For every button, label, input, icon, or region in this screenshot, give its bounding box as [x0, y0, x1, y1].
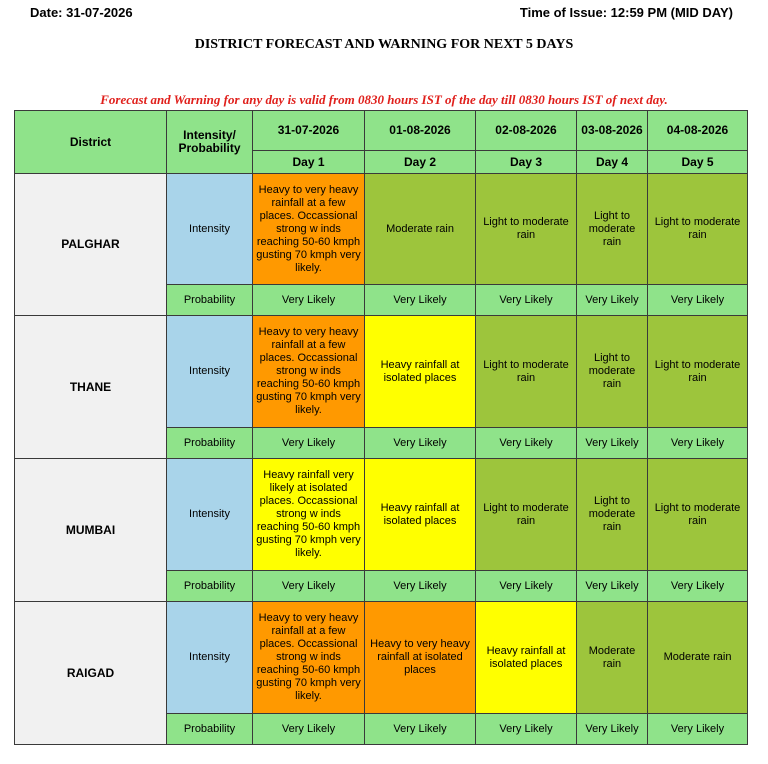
- probability-cell: Very Likely: [253, 714, 365, 745]
- district-name: RAIGAD: [15, 602, 167, 745]
- intensity-row: [15, 459, 748, 571]
- forecast-cell: Heavy rainfall at isolated places: [365, 316, 476, 428]
- forecast-cell: Heavy rainfall at isolated places: [365, 459, 476, 571]
- district-column-header: District: [15, 111, 167, 174]
- intensity-row: [15, 602, 748, 714]
- time-of-issue: Time of Issue: 12:59 PM (MID DAY): [519, 5, 733, 20]
- district-name: MUMBAI: [15, 459, 167, 602]
- probability-cell: Very Likely: [648, 428, 748, 459]
- forecast-cell: Heavy rainfall at isolated places: [476, 602, 577, 714]
- date-header-row: [15, 111, 748, 151]
- day-header: Day 2: [365, 151, 476, 174]
- intensity-label: Intensity: [167, 316, 253, 428]
- forecast-cell: Heavy rainfall very likely at isolated places. Occassional strong w inds reaching 50-60 kmph gusting 70 kmph very likely.: [253, 459, 365, 571]
- probability-cell: Very Likely: [476, 714, 577, 745]
- date-header: 01-08-2026: [365, 111, 476, 151]
- forecast-cell: Light to moderate rain: [577, 459, 648, 571]
- forecast-cell: Light to moderate rain: [577, 316, 648, 428]
- day-header: Day 4: [577, 151, 648, 174]
- issue-date: Date: 31-07-2026: [30, 5, 133, 20]
- forecast-cell: Moderate rain: [577, 602, 648, 714]
- probability-cell: Very Likely: [577, 428, 648, 459]
- intensity-row: [15, 174, 748, 285]
- validity-note: Forecast and Warning for any day is valid from 0830 hours IST of the day till 0830 hours IST of next day.: [100, 92, 668, 107]
- forecast-cell: Light to moderate rain: [476, 316, 577, 428]
- probability-cell: Very Likely: [648, 571, 748, 602]
- forecast-cell: Heavy to very heavy rainfall at a few places. Occassional strong w inds reaching 50-60 kmph gusting 70 kmph very likely.: [253, 174, 365, 285]
- date-header: 04-08-2026: [648, 111, 748, 151]
- intensity-label: Intensity: [167, 459, 253, 571]
- probability-cell: Very Likely: [476, 428, 577, 459]
- probability-label: Probability: [167, 714, 253, 745]
- forecast-cell: Light to moderate rain: [648, 174, 748, 285]
- probability-cell: Very Likely: [577, 571, 648, 602]
- probability-cell: Very Likely: [365, 428, 476, 459]
- district-name: THANE: [15, 316, 167, 459]
- day-header: Day 5: [648, 151, 748, 174]
- forecast-cell: Moderate rain: [365, 174, 476, 285]
- forecast-cell: Heavy to very heavy rainfall at a few places. Occassional strong w inds reaching 50-60 kmph gusting 70 kmph very likely.: [253, 602, 365, 714]
- probability-label: Probability: [167, 571, 253, 602]
- date-header: 02-08-2026: [476, 111, 577, 151]
- probability-cell: Very Likely: [577, 714, 648, 745]
- forecast-cell: Light to moderate rain: [648, 316, 748, 428]
- forecast-cell: Light to moderate rain: [476, 459, 577, 571]
- date-header: 31-07-2026: [253, 111, 365, 151]
- date-header: 03-08-2026: [577, 111, 648, 151]
- probability-cell: Very Likely: [253, 571, 365, 602]
- intensity-row: [15, 316, 748, 428]
- day-header: Day 1: [253, 151, 365, 174]
- forecast-cell: Moderate rain: [648, 602, 748, 714]
- probability-cell: Very Likely: [476, 285, 577, 316]
- probability-cell: Very Likely: [365, 285, 476, 316]
- probability-cell: Very Likely: [476, 571, 577, 602]
- probability-cell: Very Likely: [365, 571, 476, 602]
- probability-cell: Very Likely: [648, 285, 748, 316]
- district-name: PALGHAR: [15, 174, 167, 316]
- intensity-probability-header: Intensity/ Probability: [167, 111, 253, 174]
- probability-cell: Very Likely: [648, 714, 748, 745]
- probability-cell: Very Likely: [365, 714, 476, 745]
- day-header: Day 3: [476, 151, 577, 174]
- probability-label: Probability: [167, 285, 253, 316]
- probability-cell: Very Likely: [577, 285, 648, 316]
- intensity-label: Intensity: [167, 602, 253, 714]
- forecast-table: [14, 110, 748, 745]
- forecast-cell: Light to moderate rain: [476, 174, 577, 285]
- probability-label: Probability: [167, 428, 253, 459]
- probability-cell: Very Likely: [253, 428, 365, 459]
- intensity-label: Intensity: [167, 174, 253, 285]
- forecast-cell: Heavy to very heavy rainfall at a few places. Occassional strong w inds reaching 50-60 kmph gusting 70 kmph very likely.: [253, 316, 365, 428]
- forecast-cell: Heavy to very heavy rainfall at isolated places: [365, 602, 476, 714]
- forecast-cell: Light to moderate rain: [648, 459, 748, 571]
- probability-cell: Very Likely: [253, 285, 365, 316]
- page-title: DISTRICT FORECAST AND WARNING FOR NEXT 5 DAYS: [194, 37, 574, 52]
- forecast-cell: Light to moderate rain: [577, 174, 648, 285]
